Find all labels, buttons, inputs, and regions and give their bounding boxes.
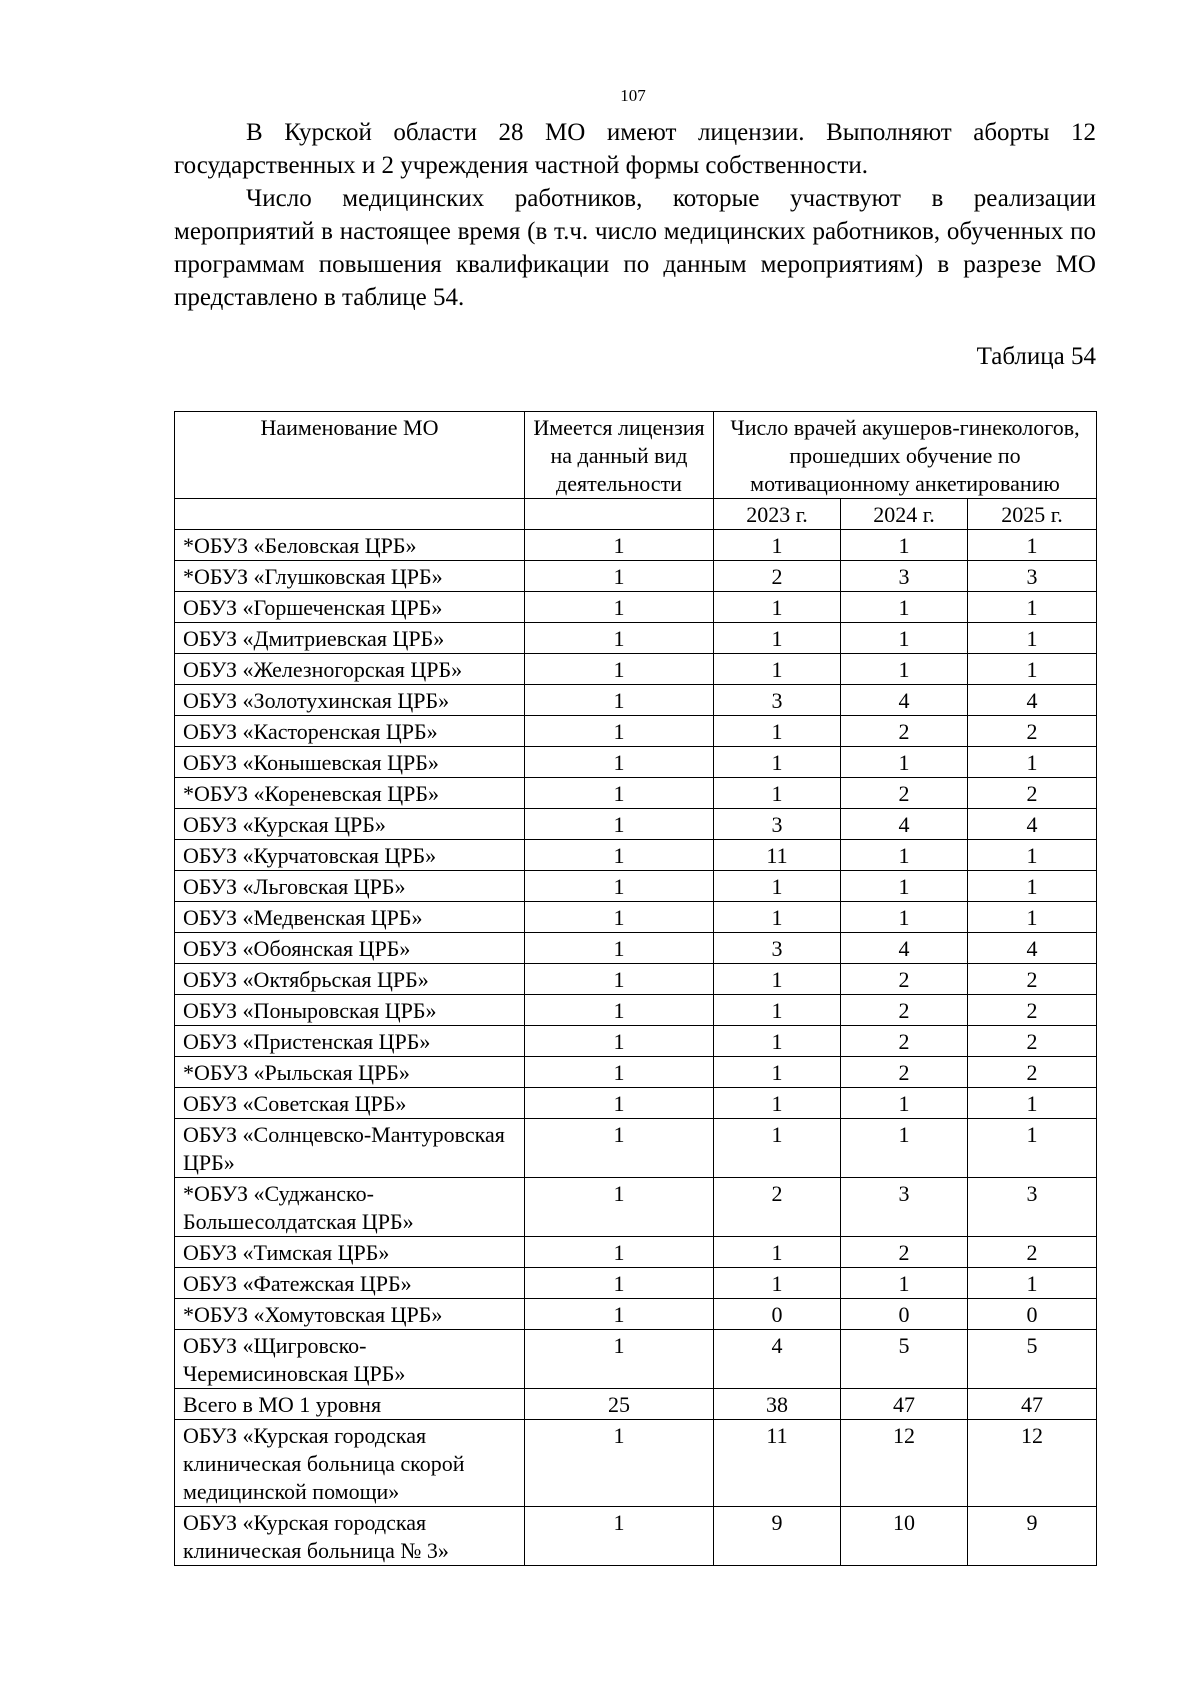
license-cell: 1 — [525, 1237, 714, 1268]
table-row — [175, 654, 1097, 685]
paragraph: В Курской области 28 МО имеют лицензии. Выполняют аборты 12 государственных и 2 учреждения частной формы собственности. — [174, 119, 1096, 179]
table-year-row — [175, 499, 1097, 530]
value-2025-cell: 3 — [968, 561, 1097, 592]
value-2023-cell: 1 — [714, 530, 841, 561]
mo-name-cell: ОБУЗ «Железногорская ЦРБ» — [175, 654, 525, 685]
license-cell: 1 — [525, 1026, 714, 1057]
license-cell: 1 — [525, 716, 714, 747]
mo-name-cell: ОБУЗ «Дмитриевская ЦРБ» — [175, 623, 525, 654]
value-2025-cell: 5 — [968, 1330, 1097, 1389]
value-2023-cell: 1 — [714, 716, 841, 747]
value-2025-cell: 3 — [968, 1178, 1097, 1237]
license-cell: 1 — [525, 1119, 714, 1178]
value-2024-cell: 12 — [841, 1420, 968, 1507]
table-row — [175, 933, 1097, 964]
license-cell: 1 — [525, 654, 714, 685]
value-2025-cell: 2 — [968, 1026, 1097, 1057]
value-2024-cell: 2 — [841, 995, 968, 1026]
license-cell: 1 — [525, 902, 714, 933]
value-2025-cell: 2 — [968, 1057, 1097, 1088]
license-cell: 1 — [525, 685, 714, 716]
table-row — [175, 809, 1097, 840]
mo-name-cell: *ОБУЗ «Кореневская ЦРБ» — [175, 778, 525, 809]
mo-name-cell: ОБУЗ «Обоянская ЦРБ» — [175, 933, 525, 964]
table-row — [175, 778, 1097, 809]
license-cell: 25 — [525, 1389, 714, 1420]
value-2024-cell: 1 — [841, 592, 968, 623]
mo-name-cell: ОБУЗ «Курская городская клиническая больница скорой медицинской помощи» — [175, 1420, 525, 1507]
license-cell: 1 — [525, 623, 714, 654]
value-2023-cell: 11 — [714, 1420, 841, 1507]
mo-name-cell: ОБУЗ «Фатежская ЦРБ» — [175, 1268, 525, 1299]
value-2025-cell: 1 — [968, 654, 1097, 685]
table-row — [175, 964, 1097, 995]
value-2023-cell: 1 — [714, 964, 841, 995]
mo-name-cell: ОБУЗ «Конышевская ЦРБ» — [175, 747, 525, 778]
mo-name-cell: ОБУЗ «Медвенская ЦРБ» — [175, 902, 525, 933]
table-row — [175, 747, 1097, 778]
license-cell: 1 — [525, 1268, 714, 1299]
table-row — [175, 1178, 1097, 1237]
header-doctors: Число врачей акушеров-гинекологов, прошедших обучение по мотивационному анкетированию — [714, 412, 1097, 499]
license-cell: 1 — [525, 747, 714, 778]
license-cell: 1 — [525, 561, 714, 592]
value-2023-cell: 1 — [714, 1088, 841, 1119]
page-number: 107 — [620, 86, 646, 105]
value-2024-cell: 3 — [841, 561, 968, 592]
table-row — [175, 530, 1097, 561]
table-row — [175, 871, 1097, 902]
table-row — [175, 1389, 1097, 1420]
table-row — [175, 995, 1097, 1026]
mo-name-cell: ОБУЗ «Курская ЦРБ» — [175, 809, 525, 840]
value-2023-cell: 1 — [714, 902, 841, 933]
value-2024-cell: 10 — [841, 1507, 968, 1566]
mo-name-cell: *ОБУЗ «Рыльская ЦРБ» — [175, 1057, 525, 1088]
value-2023-cell: 38 — [714, 1389, 841, 1420]
table-row — [175, 902, 1097, 933]
mo-name-cell: ОБУЗ «Щигровско-Черемисиновская ЦРБ» — [175, 1330, 525, 1389]
license-cell: 1 — [525, 530, 714, 561]
license-cell: 1 — [525, 1299, 714, 1330]
table-row — [175, 840, 1097, 871]
value-2023-cell: 1 — [714, 654, 841, 685]
license-cell: 1 — [525, 1088, 714, 1119]
value-2025-cell: 9 — [968, 1507, 1097, 1566]
table-row — [175, 1088, 1097, 1119]
mo-name-cell: ОБУЗ «Солнцевско-Мантуровская ЦРБ» — [175, 1119, 525, 1178]
license-cell: 1 — [525, 933, 714, 964]
value-2024-cell: 2 — [841, 1026, 968, 1057]
table-row — [175, 1119, 1097, 1178]
value-2025-cell: 4 — [968, 809, 1097, 840]
value-2024-cell: 1 — [841, 840, 968, 871]
value-2025-cell: 2 — [968, 1237, 1097, 1268]
empty-cell — [175, 499, 525, 530]
license-cell: 1 — [525, 840, 714, 871]
value-2024-cell: 1 — [841, 1088, 968, 1119]
mo-name-cell: ОБУЗ «Октябрьская ЦРБ» — [175, 964, 525, 995]
value-2023-cell: 3 — [714, 685, 841, 716]
value-2023-cell: 1 — [714, 747, 841, 778]
value-2025-cell: 1 — [968, 530, 1097, 561]
value-2023-cell: 11 — [714, 840, 841, 871]
data-table — [174, 411, 1097, 1566]
value-2024-cell: 2 — [841, 716, 968, 747]
mo-name-cell: ОБУЗ «Поныровская ЦРБ» — [175, 995, 525, 1026]
value-2024-cell: 1 — [841, 530, 968, 561]
table-row — [175, 592, 1097, 623]
value-2024-cell: 3 — [841, 1178, 968, 1237]
table-row — [175, 1057, 1097, 1088]
value-2025-cell: 1 — [968, 840, 1097, 871]
value-2025-cell: 1 — [968, 902, 1097, 933]
value-2025-cell: 1 — [968, 1088, 1097, 1119]
mo-name-cell: ОБУЗ «Курчатовская ЦРБ» — [175, 840, 525, 871]
value-2025-cell: 12 — [968, 1420, 1097, 1507]
value-2025-cell: 1 — [968, 592, 1097, 623]
mo-name-cell: *ОБУЗ «Глушковская ЦРБ» — [175, 561, 525, 592]
value-2023-cell: 1 — [714, 1268, 841, 1299]
body-text — [174, 116, 1096, 314]
mo-name-cell: ОБУЗ «Золотухинская ЦРБ» — [175, 685, 525, 716]
value-2023-cell: 1 — [714, 1026, 841, 1057]
value-2024-cell: 1 — [841, 623, 968, 654]
value-2023-cell: 1 — [714, 1237, 841, 1268]
table-row — [175, 1330, 1097, 1389]
license-cell: 1 — [525, 964, 714, 995]
value-2025-cell: 2 — [968, 716, 1097, 747]
value-2023-cell: 0 — [714, 1299, 841, 1330]
value-2024-cell: 1 — [841, 1119, 968, 1178]
value-2024-cell: 1 — [841, 747, 968, 778]
table-caption: Таблица 54 — [976, 343, 1096, 370]
table-row — [175, 685, 1097, 716]
year-header: 2025 г. — [968, 499, 1097, 530]
value-2024-cell: 2 — [841, 1237, 968, 1268]
value-2024-cell: 1 — [841, 871, 968, 902]
empty-cell — [525, 499, 714, 530]
value-2024-cell: 0 — [841, 1299, 968, 1330]
value-2023-cell: 2 — [714, 561, 841, 592]
mo-name-cell: ОБУЗ «Советская ЦРБ» — [175, 1088, 525, 1119]
value-2023-cell: 3 — [714, 809, 841, 840]
value-2025-cell: 4 — [968, 933, 1097, 964]
value-2024-cell: 47 — [841, 1389, 968, 1420]
table-row — [175, 1026, 1097, 1057]
value-2023-cell: 1 — [714, 623, 841, 654]
table-row — [175, 1299, 1097, 1330]
value-2025-cell: 2 — [968, 964, 1097, 995]
value-2025-cell: 2 — [968, 995, 1097, 1026]
value-2025-cell: 47 — [968, 1389, 1097, 1420]
table-header-row — [175, 412, 1097, 499]
value-2024-cell: 4 — [841, 933, 968, 964]
table-body — [175, 530, 1097, 1566]
value-2025-cell: 1 — [968, 1119, 1097, 1178]
year-header: 2023 г. — [714, 499, 841, 530]
value-2023-cell: 9 — [714, 1507, 841, 1566]
value-2025-cell: 4 — [968, 685, 1097, 716]
mo-name-cell: ОБУЗ «Курская городская клиническая больница № 3» — [175, 1507, 525, 1566]
header-license: Имеется лицензия на данный вид деятельности — [525, 412, 714, 499]
license-cell: 1 — [525, 592, 714, 623]
value-2024-cell: 1 — [841, 1268, 968, 1299]
value-2023-cell: 1 — [714, 1119, 841, 1178]
table-row — [175, 623, 1097, 654]
mo-name-cell: *ОБУЗ «Суджанско-Большесолдатская ЦРБ» — [175, 1178, 525, 1237]
table-row — [175, 1237, 1097, 1268]
value-2025-cell: 1 — [968, 871, 1097, 902]
paragraph: Число медицинских работников, которые участвуют в реализации мероприятий в настоящее время (в т.ч. число медицинских работников, обученных по программам повышения квалификации по данным мероприятиям) в разрезе МО представлено в таблице 54. — [174, 185, 1096, 311]
header-name: Наименование МО — [175, 412, 525, 499]
table-row — [175, 561, 1097, 592]
license-cell: 1 — [525, 778, 714, 809]
value-2024-cell: 4 — [841, 685, 968, 716]
value-2025-cell: 1 — [968, 1268, 1097, 1299]
table-row — [175, 1268, 1097, 1299]
license-cell: 1 — [525, 871, 714, 902]
table-row — [175, 1420, 1097, 1507]
license-cell: 1 — [525, 809, 714, 840]
value-2023-cell: 1 — [714, 995, 841, 1026]
license-cell: 1 — [525, 1178, 714, 1237]
value-2023-cell: 1 — [714, 592, 841, 623]
value-2024-cell: 4 — [841, 809, 968, 840]
mo-name-cell: *ОБУЗ «Хомутовская ЦРБ» — [175, 1299, 525, 1330]
mo-name-cell: Всего в МО 1 уровня — [175, 1389, 525, 1420]
mo-name-cell: *ОБУЗ «Беловская ЦРБ» — [175, 530, 525, 561]
value-2025-cell: 1 — [968, 623, 1097, 654]
value-2024-cell: 1 — [841, 654, 968, 685]
value-2023-cell: 1 — [714, 778, 841, 809]
year-header: 2024 г. — [841, 499, 968, 530]
value-2024-cell: 2 — [841, 964, 968, 995]
value-2025-cell: 2 — [968, 778, 1097, 809]
value-2024-cell: 1 — [841, 902, 968, 933]
value-2023-cell: 1 — [714, 1057, 841, 1088]
mo-name-cell: ОБУЗ «Пристенская ЦРБ» — [175, 1026, 525, 1057]
table-row — [175, 716, 1097, 747]
value-2023-cell: 4 — [714, 1330, 841, 1389]
license-cell: 1 — [525, 995, 714, 1026]
value-2025-cell: 1 — [968, 747, 1097, 778]
value-2024-cell: 2 — [841, 1057, 968, 1088]
mo-name-cell: ОБУЗ «Льговская ЦРБ» — [175, 871, 525, 902]
mo-name-cell: ОБУЗ «Горшеченская ЦРБ» — [175, 592, 525, 623]
license-cell: 1 — [525, 1420, 714, 1507]
value-2025-cell: 0 — [968, 1299, 1097, 1330]
mo-name-cell: ОБУЗ «Касторенская ЦРБ» — [175, 716, 525, 747]
value-2024-cell: 5 — [841, 1330, 968, 1389]
license-cell: 1 — [525, 1507, 714, 1566]
table-row — [175, 1507, 1097, 1566]
value-2024-cell: 2 — [841, 778, 968, 809]
license-cell: 1 — [525, 1057, 714, 1088]
mo-name-cell: ОБУЗ «Тимская ЦРБ» — [175, 1237, 525, 1268]
value-2023-cell: 1 — [714, 871, 841, 902]
value-2023-cell: 2 — [714, 1178, 841, 1237]
license-cell: 1 — [525, 1330, 714, 1389]
value-2023-cell: 3 — [714, 933, 841, 964]
